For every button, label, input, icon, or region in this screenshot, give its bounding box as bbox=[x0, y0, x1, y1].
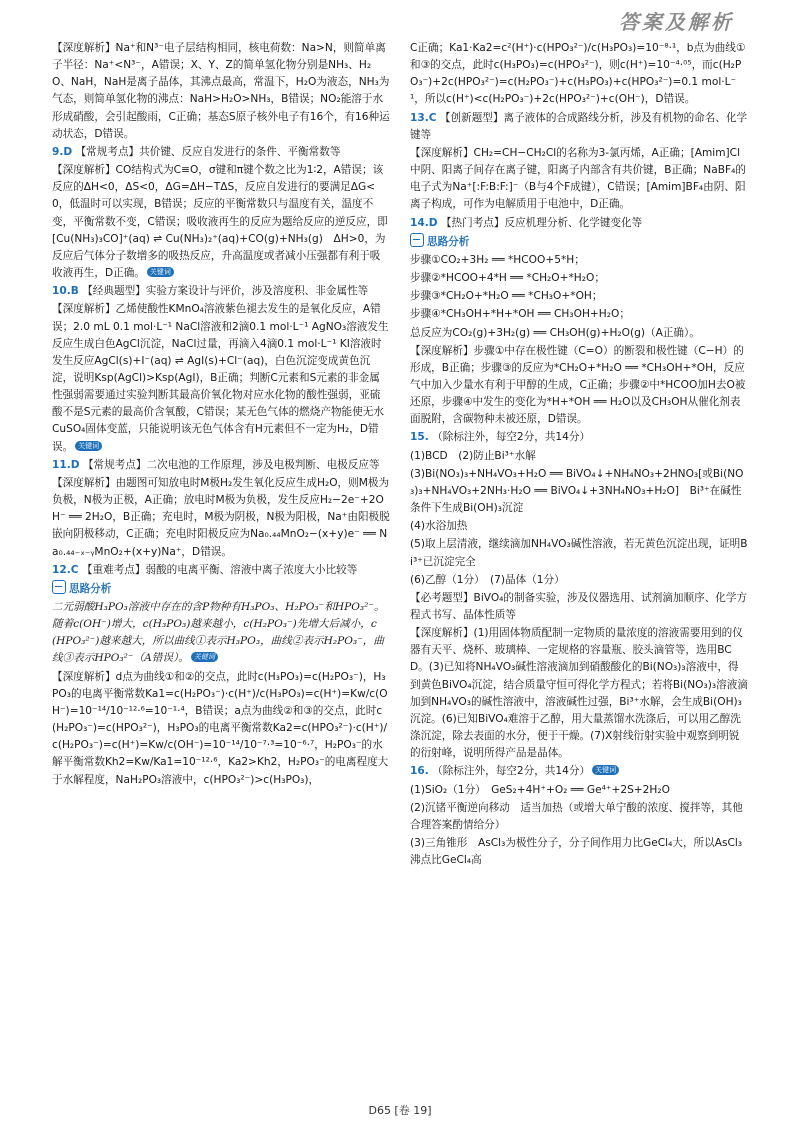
paragraph-text: 【热门考点】反应机理分析、化学键变化等 bbox=[440, 216, 643, 229]
paragraph bbox=[52, 475, 390, 561]
right-column bbox=[410, 40, 748, 870]
keyword-badge: 关键词 bbox=[592, 765, 619, 775]
paragraph-text: (2)沉锗平衡逆向移动 适当加热（或增大单宁酸的浓度、搅拌等，其他合理答案酌情给分） bbox=[410, 801, 743, 831]
question-number: 13.C bbox=[410, 111, 437, 124]
paragraph bbox=[410, 800, 748, 834]
paragraph-text: 【深度解析】CO结构式为C≡O，σ键和π键个数之比为1∶2，A错误；该反应的ΔH<0，ΔS<0，ΔG=ΔH−TΔS，反应自发进行的要满足ΔG<0，低温时可以实现，B错误；反应的平衡常数只与温度有关，温度不变，平衡常数不变，C错误；吸收液再生的反应为题给反应的逆反应，即[Cu(NH₃)₃CO]⁺(aq) ⇌ Cu(NH₃)₂⁺(aq)+CO(g)+NH₃(g) ΔH>0，为反应后气体分子数增多的吸热反应，升高温度或者减小压强都有利于吸收液再生，D正确。 bbox=[52, 164, 388, 280]
paragraph-text: 步骤②*HCOO+4*H ══ *CH₂O+*H₂O； bbox=[410, 272, 605, 285]
paragraph-text: 【深度解析】步骤①中存在极性键（C=O）的断裂和极性键（C−H）的形成，B正确；步骤③的反应为*CH₂O+*H₂O ══ *CH₃OH+*OH，反应气中加入少量水有利于甲醇的生成，C正确；步骤②中*HCOO加H去O被还原，步骤④中发生的变化为*H+*OH ══ H₂O以及CH₃OH从催化剂表面脱附，含碳物种未被还原，D错误。 bbox=[410, 344, 746, 426]
pencil-icon bbox=[52, 580, 66, 594]
paragraph-text: (1)SiO₂（1分） GeS₂+4H⁺+O₂ ══ Ge⁴⁺+2S+2H₂O bbox=[410, 783, 670, 796]
paragraph-text: 步骤①CO₂+3H₂ ══ *HCOO+5*H； bbox=[410, 253, 585, 266]
paragraph bbox=[410, 466, 748, 517]
paragraph-text: (1)BCD (2)防止Bi³⁺水解 bbox=[410, 449, 536, 462]
paragraph-text: 【重难考点】弱酸的电离平衡、溶液中离子浓度大小比较等 bbox=[81, 563, 358, 576]
question-heading bbox=[52, 144, 390, 161]
paragraph bbox=[410, 252, 748, 269]
question-number: 10.B bbox=[52, 285, 79, 298]
keyword-badge: 关键词 bbox=[75, 441, 102, 451]
question-number: 16. bbox=[410, 765, 429, 778]
question-number: 12.C bbox=[52, 563, 79, 576]
paragraph bbox=[410, 835, 748, 869]
question-number: 15. bbox=[410, 431, 429, 444]
paragraph bbox=[410, 288, 748, 305]
paragraph bbox=[410, 448, 748, 465]
paragraph-text: （除标注外，每空2分，共14分） bbox=[432, 431, 591, 444]
paragraph-text: 【经典题型】实验方案设计与评价，涉及溶度积、非金属性等 bbox=[82, 285, 369, 298]
paragraph bbox=[410, 270, 748, 287]
paragraph-text: 【必考题型】BiVO₄的制备实验，涉及仪器选用、试剂滴加顺序、化学方程式书写、晶体性质等 bbox=[410, 591, 748, 621]
question-heading bbox=[52, 562, 390, 579]
keyword-badge: 关键词 bbox=[191, 652, 218, 662]
paragraph-text: 思路分析 bbox=[427, 235, 470, 248]
paragraph-text: 【深度解析】Na⁺和N³⁻电子层结构相同，核电荷数：Na>N，则简单离子半径：Na⁺<N³⁻，A错误；X、Y、Z的简单氢化物分别是NH₃、H₂O、NaH，NaH是离子晶体，其沸点最高，常温下，H₂O为液态，NH₃为气态，则简单氢化物的沸点：NaH>H₂O>NH₃，B错误；NO₂能溶于水形成硝酸，会引起酸雨，C正确；基态S原子核外电子有16个，有16种运动状态，D错误。 bbox=[52, 42, 390, 140]
paragraph-text: 【深度解析】乙烯使酸性KMnO₄溶液紫色褪去发生的是氧化反应，A错误；2.0 mL 0.1 mol·L⁻¹ NaCl溶液和2滴0.1 mol·L⁻¹ AgNO₃溶液发生反应生成白色AgCl沉淀，NaCl过量，再滴入4滴0.1 mol·L⁻¹ KI溶液时发生反应AgCl(s)+I⁻(aq) ⇌ AgI(s)+Cl⁻(aq)，白色沉淀变成黄色沉淀，说明Ksp(AgCl)>Ksp(AgI)，B正确；判断C元素和S元素的非金属性强弱需要通过实验判断其最高价氧化物对应水化物的酸性强弱，亚硫酸不是S元素的最高价含氧酸，C错误；某无色气体的燃烧产物能使无水CuSO₄固体变蓝，只能说明该无色气体含有H元素但不一定为H₂，D错误。 bbox=[52, 303, 389, 453]
thinking-analysis-label bbox=[410, 233, 748, 251]
paragraph-text: 【常规考点】共价键、反应自发进行的条件、平衡常数等 bbox=[75, 145, 341, 158]
paragraph-text: 【深度解析】d点为曲线①和②的交点，此时c(H₃PO₃)=c(H₂PO₃⁻)，H₃PO₃的电离平衡常数Ka1=c(H₂PO₃⁻)·c(H⁺)/c(H₃PO₃)=c(H⁺)=Kw/c(OH⁻)=10⁻¹⁴/10⁻¹²·⁶=10⁻¹·⁴，B错误；a点为曲线②和③的交点，此时c(H₂PO₃⁻)=c(HPO₃²⁻)，H₃PO₃的电离平衡常数Ka2=c(HPO₃²⁻)·c(H⁺)/c(H₂PO₃⁻)=c(H⁺)=Kw/c(OH⁻)=10⁻¹⁴/10⁻⁷·³=10⁻⁶·⁷，H₂PO₃⁻的水解平衡常数Kh2=Kw/Ka1=10⁻¹²·⁶，Ka2>Kh2，H₂PO₃⁻的电离程度大于水解程度，NaH₂PO₃溶液中，c(HPO₃²⁻)>c(H₃PO₃)， bbox=[52, 670, 389, 786]
paragraph-text: C正确；Ka1·Ka2=c²(H⁺)·c(HPO₃²⁻)/c(H₃PO₃)=10⁻⁸·¹，b点为曲线①和③的交点，此时c(H₃PO₃)=c(HPO₃²⁻)，则c(H⁺)=10⁻⁴·⁰⁵，而c(H₂PO₃⁻)+2c(HPO₃²⁻)=c(H₂PO₃⁻)+c(H₃PO₃)+c(HPO₃²⁻)=0.1 mol·L⁻¹，所以c(H⁺)<c(H₂PO₃⁻)+2c(HPO₃²⁻)+c(OH⁻)，D错误。 bbox=[410, 42, 746, 106]
paragraph bbox=[52, 162, 390, 282]
page-header-title: 答案及解析 bbox=[619, 10, 734, 34]
paragraph bbox=[410, 306, 748, 323]
paragraph-text: 【常规考点】二次电池的工作原理，涉及电极判断、电极反应等 bbox=[82, 458, 380, 471]
question-heading bbox=[410, 763, 748, 780]
paragraph bbox=[410, 625, 748, 762]
question-number: 9.D bbox=[52, 145, 73, 158]
question-number: 11.D bbox=[52, 458, 80, 471]
paragraph-text: 二元弱酸H₃PO₃溶液中存在的含P物种有H₃PO₃、H₂PO₃⁻和HPO₃²⁻。随着c(OH⁻)增大，c(H₃PO₃)越来越小，c(H₂PO₃⁻)先增大后减小，c(HPO₃²⁻)越来越大，所以曲线①表示H₃PO₃，曲线②表示H₂PO₃⁻，曲线③表示HPO₃²⁻（A错误）。 bbox=[52, 601, 385, 665]
paragraph bbox=[410, 325, 748, 342]
paragraph-text: 【深度解析】CH₂=CH−CH₂Cl的名称为3-氯丙烯，A正确；[Amim]Cl中阴、阳离子间存在离子键，阳离子内部含有共价键，B正确；NaBF₄的电子式为Na⁺[:F:B:F:]⁻（B与4个F成键），C错误；[Amim]BF₄由阴、阳离子构成，可作为电解质用于电池中，D正确。 bbox=[410, 146, 746, 211]
paragraph bbox=[410, 40, 748, 109]
paragraph bbox=[52, 599, 390, 668]
paragraph bbox=[52, 40, 390, 143]
pencil-icon bbox=[410, 233, 424, 247]
paragraph-text: 步骤④*CH₃OH+*H+*OH ══ CH₃OH+H₂O； bbox=[410, 308, 630, 321]
paragraph bbox=[410, 536, 748, 570]
paragraph-text: （除标注外，每空2分，共14分） bbox=[432, 765, 591, 778]
question-heading bbox=[410, 429, 748, 446]
left-column bbox=[52, 40, 390, 790]
question-heading bbox=[52, 457, 390, 474]
paragraph bbox=[410, 572, 748, 589]
paragraph-text: (4)水浴加热 bbox=[410, 520, 468, 533]
thinking-analysis-label bbox=[52, 580, 390, 598]
paragraph-text: (3)Bi(NO₃)₃+NH₄VO₃+H₂O ══ BiVO₄↓+NH₄NO₃+2HNO₃[或Bi(NO₃)₃+NH₄VO₃+2NH₃·H₂O ══ BiVO₄↓+3NH₄NO₃+H₂O] Bi³⁺在碱性条件下生成Bi(OH)₃沉淀 bbox=[410, 467, 744, 515]
paragraph-text: 总反应为CO₂(g)+3H₂(g) ══ CH₃OH(g)+H₂O(g)（A正确）。 bbox=[410, 326, 700, 339]
paragraph bbox=[410, 590, 748, 624]
keyword-badge: 关键词 bbox=[147, 267, 174, 277]
question-heading bbox=[410, 215, 748, 232]
paragraph-text: (5)取上层清液，继续滴加NH₄VO₃碱性溶液，若无黄色沉淀出现，证明Bi³⁺已沉淀完全 bbox=[410, 538, 748, 568]
question-number: 14.D bbox=[410, 216, 438, 229]
question-heading bbox=[52, 283, 390, 300]
paragraph bbox=[52, 669, 390, 789]
paragraph bbox=[410, 343, 748, 429]
paragraph-text: 步骤③*CH₂O+*H₂O ══ *CH₃O+*OH； bbox=[410, 290, 603, 303]
question-heading bbox=[410, 110, 748, 144]
paragraph bbox=[52, 301, 390, 455]
paragraph bbox=[410, 782, 748, 799]
paragraph-text: 【深度解析】(1)用固体物质配制一定物质的量浓度的溶液需要用到的仪器有天平、烧杯、玻璃棒、一定规格的容量瓶、胶头滴管等，选用BCD。(3)已知将NH₄VO₃碱性溶液滴加到硝酸酸化的Bi(NO₃)₃溶液中，得到黄色BiVO₄沉淀，结合质量守恒可得化学方程式；若将Bi(NO₃)₃溶液滴加到NH₄VO₃的碱性溶液中，溶液碱性过强，Bi³⁺水解，会生成Bi(OH)₃沉淀。(6)已知BiVO₄难溶于乙醇，用大量蒸馏水洗涤后，可以用乙醇洗涤沉淀，除去表面的水分，便于干燥。(7)X射线衍射实验中观察到明锐的衍射峰，说明所得产品是晶体。 bbox=[410, 627, 748, 760]
paragraph-text: (3)三角锥形 AsCl₃为极性分子，分子间作用力比GeCl₄大，所以AsCl₃沸点比GeCl₄高 bbox=[410, 837, 743, 867]
paragraph-text: 【深度解析】由题图可知放电时M极H₂发生氧化反应生成H₂O，则M极为负极，N极为正极，A正确；放电时M极为负极，发生反应H₂−2e⁻+2OH⁻ ══ 2H₂O，B正确；充电时，M极为阴极，N极为阳极，Na⁺由阳极脱嵌向阴极移动，C正确；充电时阳极反应为Na₀.₄₄MnO₂−(x+y)e⁻ ══ Na₀.₄₄₋ₓ₋ᵧMnO₂+(x+y)Na⁺，D错误。 bbox=[52, 476, 390, 558]
paragraph bbox=[410, 518, 748, 535]
paragraph-text: (6)乙醇（1分） (7)晶体（1分） bbox=[410, 573, 565, 586]
page-number: D65 [卷 19] bbox=[368, 1104, 432, 1118]
paragraph-text: 【创新题型】离子液体的合成路线分析，涉及有机物的命名、化学键等 bbox=[410, 111, 748, 141]
paragraph-text: 思路分析 bbox=[69, 582, 112, 595]
paragraph bbox=[410, 145, 748, 214]
